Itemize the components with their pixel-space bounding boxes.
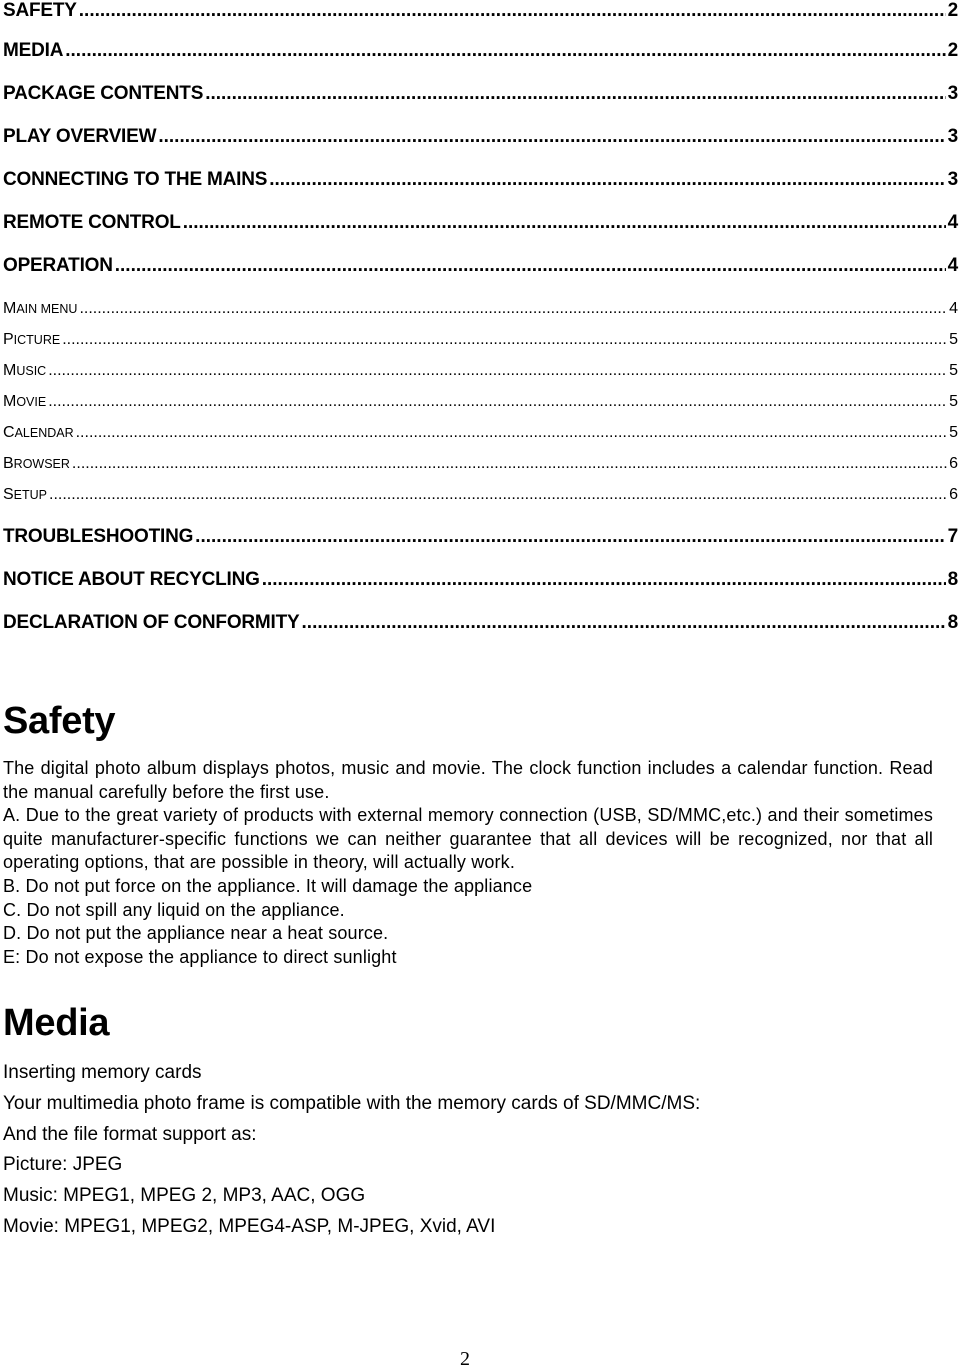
toc-entry-page: 5 xyxy=(949,393,958,410)
toc-leader-dots xyxy=(49,486,947,504)
toc-subentry-setup[interactable] xyxy=(3,486,958,504)
toc-title-initial: C xyxy=(3,424,15,441)
media-line: Your multimedia photo frame is compatible with the memory cards of SD/MMC/MS: xyxy=(3,1092,701,1114)
page-number: 2 xyxy=(460,1348,470,1370)
toc-leader-dots xyxy=(269,169,945,191)
toc-leader-dots xyxy=(302,612,946,634)
toc-entry-page: 7 xyxy=(947,526,958,547)
toc-entry-title xyxy=(3,300,77,318)
toc-leader-dots xyxy=(76,424,947,442)
toc-entry-page: 8 xyxy=(947,612,958,633)
safety-item-d: D. Do not put the appliance near a heat source. xyxy=(3,923,389,944)
toc-entry-title: PACKAGE CONTENTS xyxy=(3,83,204,104)
toc-entry-title: SAFETY xyxy=(3,0,77,21)
toc-subentry-movie[interactable] xyxy=(3,393,958,411)
safety-item-a: A. Due to the great variety of products with external memory connection (USB, SD/MMC,etc.) and their sometimes quite manufacturer-specific functions we can neither guarantee that all devices will be recognized, nor that all operating options, that are possible in theory, will actually work. xyxy=(3,805,933,873)
toc-title-rest: ICTURE xyxy=(13,333,61,347)
toc-entry-troubleshooting[interactable] xyxy=(3,526,958,548)
toc-leader-dots xyxy=(48,393,947,411)
toc-title-rest: OVIE xyxy=(16,395,47,409)
toc-title-initial: S xyxy=(3,486,14,503)
toc-entry-title: PLAY OVERVIEW xyxy=(3,126,157,147)
toc-entry-safety[interactable] xyxy=(3,0,958,22)
toc-entry-page: 2 xyxy=(947,0,958,21)
toc-leader-dots xyxy=(205,83,945,105)
toc-entry-play-overview[interactable] xyxy=(3,126,958,148)
toc-entry-page: 3 xyxy=(947,83,958,104)
toc-entry-title: MEDIA xyxy=(3,40,64,61)
toc-entry-page: 4 xyxy=(947,255,958,276)
toc-leader-dots xyxy=(48,362,947,380)
toc-leader-dots xyxy=(79,0,946,22)
toc-entry-page: 2 xyxy=(947,40,958,61)
toc-entry-page: 4 xyxy=(949,300,958,317)
toc-subentry-main-menu[interactable] xyxy=(3,300,958,318)
toc-entry-page: 6 xyxy=(949,486,958,503)
toc-leader-dots xyxy=(115,255,946,277)
media-line: Music: MPEG1, MPEG 2, MP3, AAC, OGG xyxy=(3,1185,366,1207)
toc-entry-title: CONNECTING TO THE MAINS xyxy=(3,169,268,190)
toc-entry-page: 5 xyxy=(949,424,958,441)
toc-leader-dots xyxy=(158,126,945,148)
toc-entry-page: 3 xyxy=(947,169,958,190)
toc-leader-dots xyxy=(183,212,946,234)
safety-item-e: E: Do not expose the appliance to direct sunlight xyxy=(3,946,397,967)
toc-leader-dots xyxy=(79,300,947,318)
safety-section xyxy=(3,757,933,969)
toc-subentry-picture[interactable] xyxy=(3,331,958,349)
toc-entry-page: 8 xyxy=(947,569,958,590)
media-line: Movie: MPEG1, MPEG2, MPEG4-ASP, M-JPEG, Xvid, AVI xyxy=(3,1215,496,1237)
toc-title-initial: M xyxy=(3,300,17,317)
toc-leader-dots xyxy=(195,526,945,548)
media-section xyxy=(3,1058,933,1243)
toc-subentry-music[interactable] xyxy=(3,362,958,380)
toc-entry-package-contents[interactable] xyxy=(3,83,958,105)
toc-entry-title xyxy=(3,455,70,473)
toc-title-rest: ROWSER xyxy=(13,457,70,471)
toc-entry-page: 6 xyxy=(949,455,958,472)
toc-subentry-browser[interactable] xyxy=(3,455,958,473)
toc-entry-title: NOTICE ABOUT RECYCLING xyxy=(3,569,260,590)
media-heading: Media xyxy=(3,1002,110,1044)
toc-title-rest: AIN MENU xyxy=(16,302,78,316)
toc-title-initial: M xyxy=(3,362,17,379)
media-line: Inserting memory cards xyxy=(3,1062,202,1083)
toc-entry-remote-control[interactable] xyxy=(3,212,958,234)
toc-entry-title xyxy=(3,331,60,349)
media-line: And the file format support as: xyxy=(3,1123,257,1145)
safety-item-b: B. Do not put force on the appliance. It will damage the appliance xyxy=(3,875,533,896)
toc-entry-operation[interactable] xyxy=(3,255,958,277)
toc-leader-dots xyxy=(62,331,947,349)
toc-entry-media[interactable] xyxy=(3,40,958,62)
toc-subentry-calendar[interactable] xyxy=(3,424,958,442)
toc-entry-page: 5 xyxy=(949,362,958,379)
toc-entry-title xyxy=(3,362,46,380)
toc-entry-title: OPERATION xyxy=(3,255,113,276)
safety-item-c: C. Do not spill any liquid on the appliance. xyxy=(3,899,345,920)
toc-entry-title: DECLARATION OF CONFORMITY xyxy=(3,612,300,633)
toc-leader-dots xyxy=(262,569,946,591)
toc-entry-declaration-of-conformity[interactable] xyxy=(3,612,958,634)
toc-title-rest: USIC xyxy=(16,364,47,378)
toc-title-rest: ALENDAR xyxy=(14,426,74,440)
toc-entry-page: 4 xyxy=(947,212,958,233)
toc-leader-dots xyxy=(65,40,945,62)
toc-entry-connecting-to-the-mains[interactable] xyxy=(3,169,958,191)
toc-leader-dots xyxy=(72,455,947,473)
toc-entry-notice-about-recycling[interactable] xyxy=(3,569,958,591)
safety-intro: The digital photo album displays photos, music and movie. The clock function includes a calendar function. Read the manual carefully before the first use. xyxy=(3,758,933,802)
safety-heading: Safety xyxy=(3,700,116,742)
toc-entry-title: TROUBLESHOOTING xyxy=(3,526,194,547)
toc-entry-title: REMOTE CONTROL xyxy=(3,212,181,233)
toc-entry-title xyxy=(3,424,74,442)
toc-entry-title xyxy=(3,393,46,411)
toc-entry-title xyxy=(3,486,47,504)
toc-entry-page: 5 xyxy=(949,331,958,348)
toc-title-initial: M xyxy=(3,393,17,410)
toc-entry-page: 3 xyxy=(947,126,958,147)
toc-title-initial: P xyxy=(3,331,14,348)
toc-title-initial: B xyxy=(3,455,14,472)
toc-title-rest: ETUP xyxy=(13,488,48,502)
media-line: Picture: JPEG xyxy=(3,1154,123,1176)
